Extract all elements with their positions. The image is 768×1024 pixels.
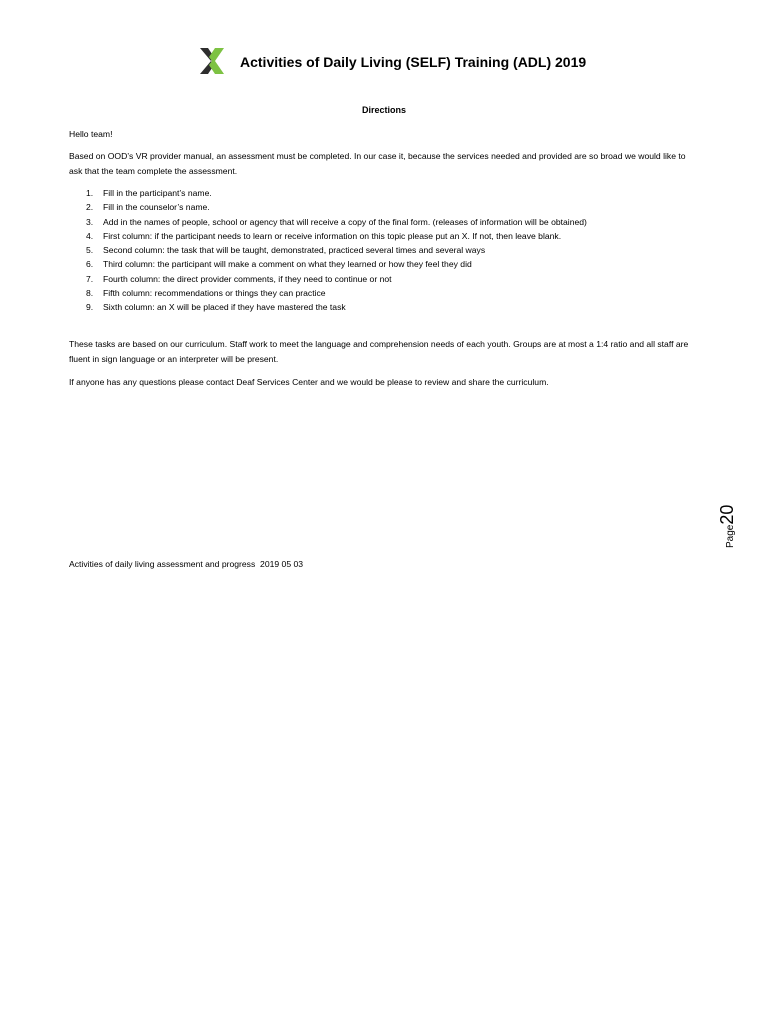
list-item	[69, 186, 699, 200]
list-number: 7.	[86, 273, 94, 284]
directions-list	[69, 186, 699, 315]
list-item	[69, 243, 699, 257]
greeting-text: Hello team!	[69, 129, 113, 139]
list-number: 2.	[86, 202, 94, 213]
questions-paragraph: If anyone has any questions please contact Deaf Services Center and we would be please to review and share the curriculum.	[69, 377, 549, 387]
list-item-text: Add in the names of people, school or agency that will receive a copy of the final form. (releases of information will be obtained)	[103, 216, 587, 227]
document-title: Activities of Daily Living (SELF) Training (ADL) 2019	[240, 54, 587, 70]
page-number: 20	[717, 504, 737, 525]
list-number: 6.	[86, 259, 94, 270]
intro-paragraph: Based on OOD’s VR provider manual, an assessment must be completed. In our case it, because the services needed and provided are so broad we would like to ask that the team complete the assessment.	[69, 151, 686, 176]
list-number: 1.	[86, 188, 94, 198]
list-item	[69, 300, 699, 314]
list-item	[69, 215, 699, 229]
list-item-text: Fourth column: the direct provider comments, if they need to continue or not	[103, 273, 392, 284]
list-item-text: First column: if the participant needs to learn or receive information on this topic please put an X. If not, then leave blank.	[103, 230, 562, 241]
list-item-text: Sixth column: an X will be placed if they have mastered the task	[103, 302, 346, 313]
tasks-paragraph: These tasks are based on our curriculum. Staff work to meet the language and comprehension needs of each youth. Groups are at most a 1:4 ratio and all staff are fluent in sign language or an interpreter will be present.	[69, 339, 689, 364]
list-number: 9.	[86, 302, 94, 313]
directions-heading: Directions	[361, 105, 406, 115]
list-item	[69, 257, 699, 271]
list-item-text: Second column: the task that will be taught, demonstrated, practiced several times and several ways	[103, 245, 486, 256]
list-number: 3.	[86, 216, 94, 227]
list-item-text: Fill in the participant’s name.	[103, 188, 212, 198]
list-item	[69, 200, 699, 214]
page-word: Page	[725, 524, 736, 548]
list-item-text: Fifth column: recommendations or things they can practice	[103, 288, 326, 299]
list-item	[69, 229, 699, 243]
list-item-text: Fill in the counselor’s name.	[103, 202, 210, 213]
list-item	[69, 286, 699, 300]
list-number: 5.	[86, 245, 94, 256]
x-logo-icon	[199, 48, 225, 74]
footer-text: Activities of daily living assessment and progress 2019 05 03	[69, 559, 304, 569]
list-number: 8.	[86, 288, 94, 299]
list-item-text: Third column: the participant will make a comment on what they learned or how they feel they did	[103, 259, 472, 270]
list-item	[69, 272, 699, 286]
page-number-label	[718, 505, 737, 548]
list-number: 4.	[86, 230, 94, 241]
